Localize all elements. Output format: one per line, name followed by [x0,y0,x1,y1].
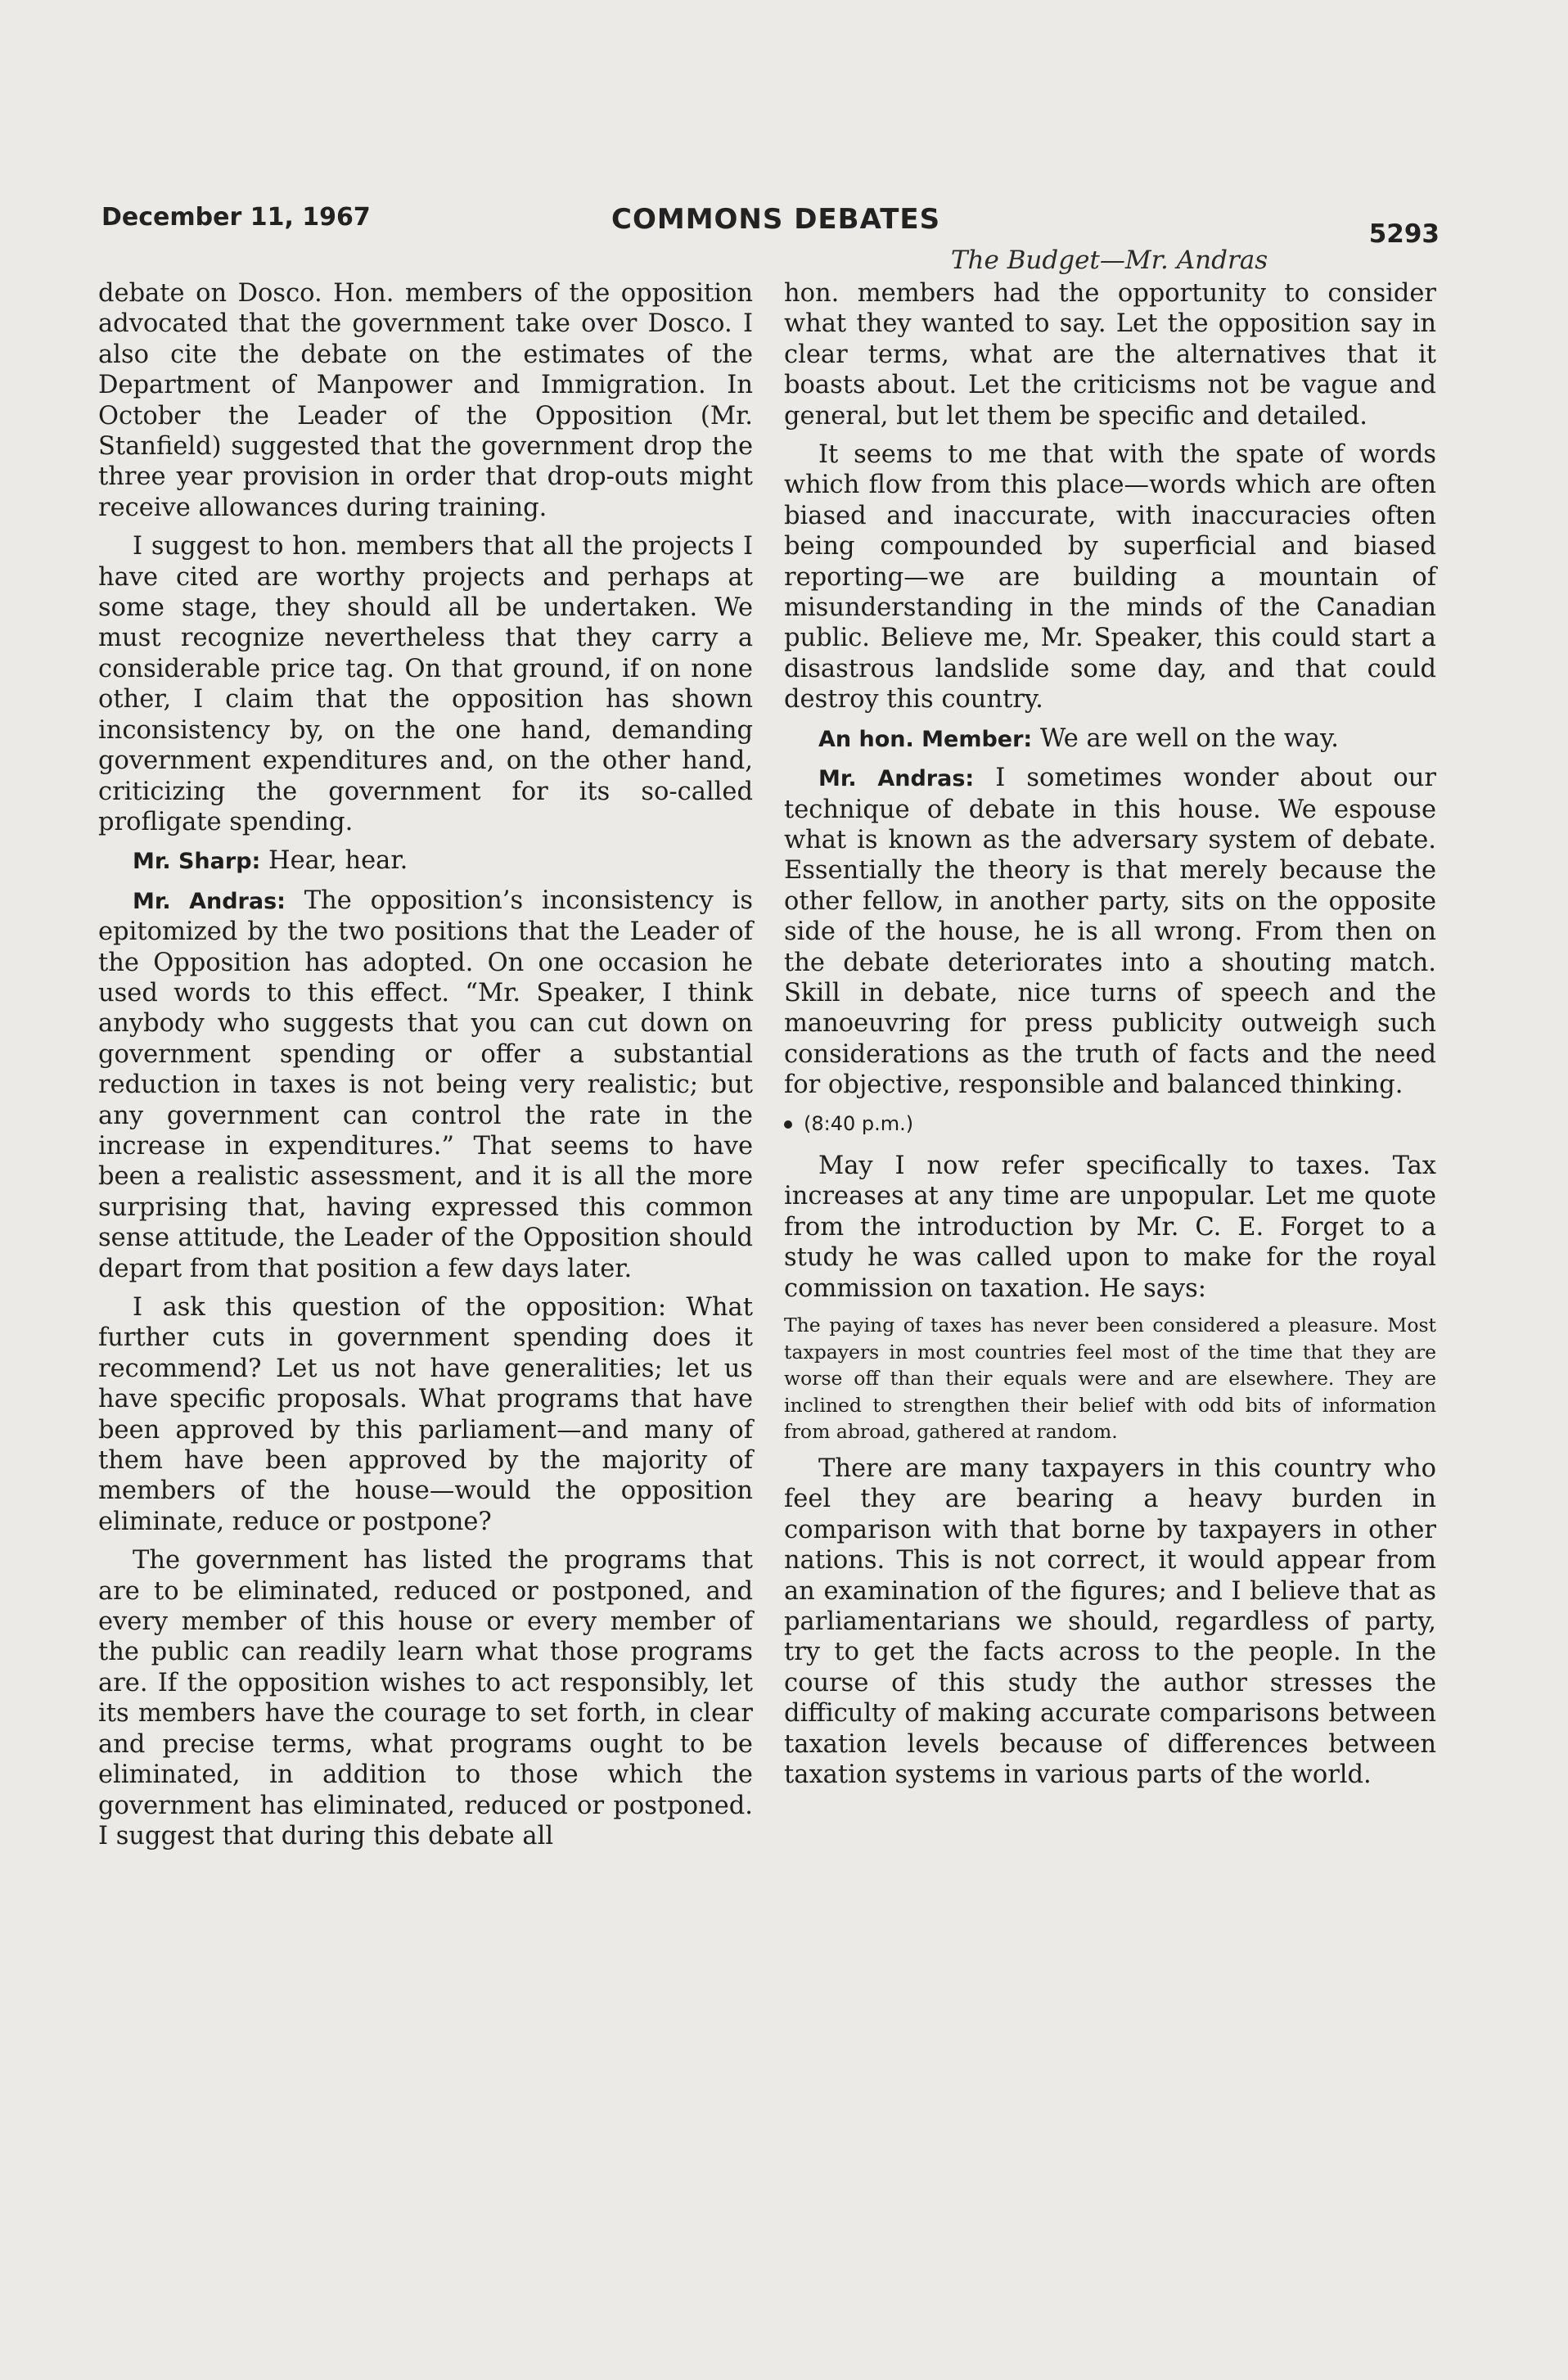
speaker-name: Mr. Andras: [818,766,975,792]
block-quote: The paying of taxes has never been considered a pleasure. Most taxpayers in most countries feel most of the time that they are worse off than their equals were and are elsewhere. They are inclined to strengthen their belief with odd bits of information from abroad, gathered at random. [784,1314,1436,1444]
bullet-icon [784,1120,792,1129]
right-paragraph-3: May I now refer specifically to taxes. Tax increases at any time are unpopular. Let me quote from the introduction by Mr. C. E. Forget to a study he was called upon to make for the royal commission on taxation. He says: [784,1151,1436,1303]
running-head: The Budget—Mr. Andras [950,246,1268,275]
left-paragraph-2: I suggest to hon. members that all the projects I have cited are worthy projects and perhaps at some stage, they should all be undertaken. We must recognize nevertheless that they carry a considerable price tag. On that ground, if on none other, I claim that the opposition has shown inconsistency by, on the one hand, demanding government expenditures and, on the other hand, criticizing the government for its so-called profligate spending. [98,532,753,836]
speaker-name: Mr. Andras: [133,888,286,914]
page-header [101,203,1440,249]
left-column [98,278,753,1859]
speech-sharp [98,845,753,877]
time-marker [784,1109,1436,1139]
speech-andras-left [98,886,753,1284]
speech-text: I sometimes wonder about our technique of debate in this house. We espouse what is known as the adversary system of debate. Essentially the theory is that merely because the other fellow, in another party, sits on the opposite side of the house, he is all wrong. From then on the debate deteriorates into a shouting match. Skill in debate, nice turns of speech and the manoeuvring for press publicity outweigh such considerations as the truth of facts and the need for objective, responsible and balanced thinking. [784,764,1436,1100]
right-column [784,278,1436,1798]
speech-text: The opposition’s inconsistency is epitomized by the two positions that the Leader of the Opposition has adopted. On one occasion he used words to this effect. “Mr. Speaker, I think anybody who suggests that you can cut down on government spending or offer a substantial reduction in taxes is not being very realistic; but any government can control the rate in the increase in expenditures.” That seems to have been a realistic assessment, and it is all the more surprising that, having expressed this common sense attitude, the Leader of the Opposition should depart from that position a few days later. [98,886,753,1283]
speech-andras-right [784,763,1436,1100]
speech-member [784,723,1436,755]
time-marker-text: (8:40 p.m.) [804,1111,914,1135]
header-date: December 11, 1967 [101,203,371,232]
speech-text: Hear, hear. [268,846,408,876]
header-title: COMMONS DEBATES [611,203,941,236]
left-paragraph-1: debate on Dosco. Hon. members of the opposition advocated that the government take over Dosco. I also cite the debate on the estimates of the Department of Manpower and Immigration. In October the Leader of the Opposition (Mr. Stanfield) suggested that the government drop the three year provision in order that drop-outs might receive allowances during training. [98,279,753,522]
speech-text: We are well on the way. [1039,723,1339,753]
speaker-name: An hon. Member: [818,726,1033,752]
left-paragraph-3: I ask this question of the opposition: What further cuts in government spending does it recommend? Let us not have generalities; let us have specific proposals. What programs that have been approved by this parliament—and many of them have been approved by the majority of members of the house—would the opposition eliminate, reduce or postpone? [98,1293,753,1536]
right-paragraph-2: It seems to me that with the spate of words which flow from this place—words which are often biased and inaccurate, with inaccuracies often being compounded by superficial and biased reporting—we are building a mountain of misunderstanding in the minds of the Canadian public. Believe me, Mr. Speaker, this could start a disastrous landslide some day, and that could destroy this country. [784,440,1436,714]
speaker-name: Mr. Sharp: [133,849,261,875]
left-paragraph-4: The government has listed the programs that are to be eliminated, reduced or postponed, and every member of this house or every member of the public can readily learn what those programs are. If the opposition wishes to act responsibly, let its members have the courage to set forth, in clear and precise terms, what programs ought to be eliminated, in addition to those which the government has eliminated, reduced or postponed. I suggest that during this debate all [98,1546,753,1850]
right-paragraph-1: hon. members had the opportunity to consider what they wanted to say. Let the opposition say in clear terms, what are the alternatives that it boasts about. Let the criticisms not be vague and general, but let them be specific and detailed. [784,279,1436,430]
page-number: 5293 [1368,219,1440,249]
right-paragraph-4: There are many taxpayers in this country who feel they are bearing a heavy burden in comparison with that borne by taxpayers in other nations. This is not correct, it would appear from an examination of the figures; and I believe that as parliamentarians we should, regardless of party, try to get the facts across to the people. In the course of this study the author stresses the difficulty of making accurate comparisons between taxation levels because of differences between taxation systems in various parts of the world. [784,1454,1436,1790]
